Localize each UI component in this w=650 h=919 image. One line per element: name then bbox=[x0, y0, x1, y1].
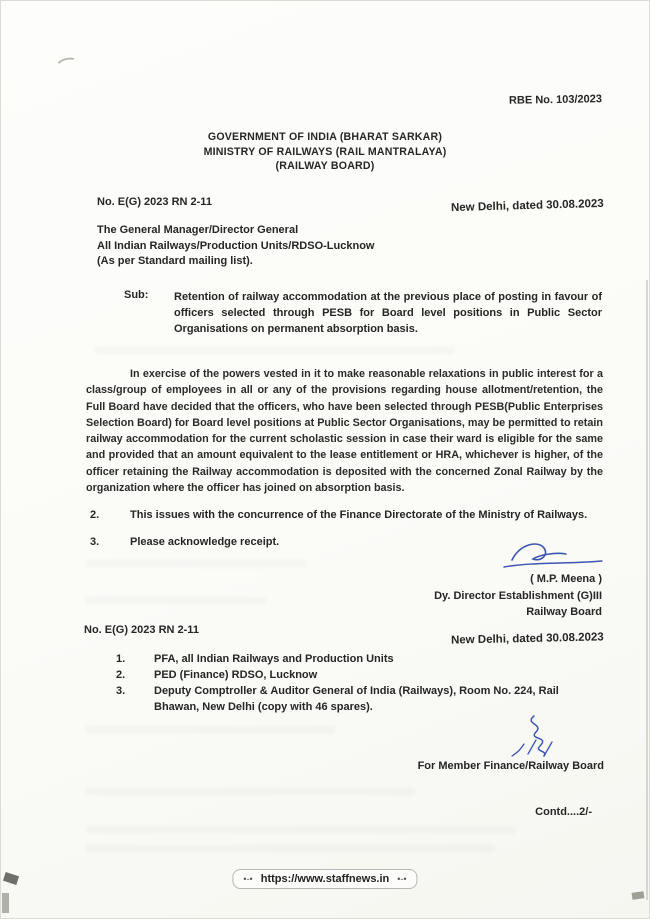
body-paragraph-1: In exercise of the powers vested in it to make reasonable relaxations in public interest for a class/group of employees in all or any of the provisions regarding house allotment/retention, the Full Board have decided that the officers, who have been selected through PESB(Public Enterprises Selection Board) for Board level positions at Public Sector Organisations, may be permitted to retain railway accommodation for the current scholastic session in case their ward is eligible for the same and provided that an amount equivalent to the lease entitlement or HRA, whichever is higher, of the officer retaining the Railway accommodation is deposited with the concerned Zonal Railway by the organization where the officer has joined on absorption basis. bbox=[86, 368, 603, 495]
subject-block bbox=[124, 289, 602, 337]
signatory-block bbox=[434, 571, 602, 621]
org-header-line-2: MINISTRY OF RAILWAYS (RAIL MANTRALAYA) bbox=[203, 145, 447, 158]
copy-item-text: PFA, all Indian Railways and Production Units bbox=[154, 653, 394, 665]
addressee-line-2: All Indian Railways/Production Units/RDSO-Lucknow bbox=[97, 239, 375, 252]
reference-number-2: No. E(G) 2023 RN 2-11 bbox=[84, 624, 199, 636]
reference-number: No. E(G) 2023 RN 2-11 bbox=[97, 196, 212, 208]
signature-date-stroke bbox=[544, 742, 552, 756]
paragraph-3-text: Please acknowledge receipt. bbox=[130, 536, 280, 548]
signature-stroke bbox=[512, 544, 566, 560]
signature-ink-1 bbox=[498, 538, 608, 574]
signature-underline bbox=[504, 561, 602, 567]
bleed-through-line bbox=[86, 788, 416, 795]
paragraph-2-text: This issues with the concurrence of the Finance Directorate of the Ministry of Railways. bbox=[130, 509, 588, 521]
bleed-through-line bbox=[86, 597, 266, 604]
footer-left-mark: •-• bbox=[243, 874, 253, 884]
date-line-2: New Delhi, dated 30.08.2023 bbox=[451, 631, 605, 647]
scan-corner-mark bbox=[2, 893, 9, 913]
footer-url-link[interactable]: https://www.staffnews.in bbox=[260, 873, 390, 885]
paragraph-3-number: 3. bbox=[90, 536, 100, 548]
date-line: New Delhi, dated 30.08.2023 bbox=[451, 197, 605, 215]
signatory-designation: Dy. Director Establishment (G)III bbox=[434, 589, 602, 602]
copy-item-text: PED (Finance) RDSO, Lucknow bbox=[154, 669, 318, 681]
subject-text: Retention of railway accommodation at the previous place of posting in favour of officers selected through PESB for Board level positions in Public Sector Organisations on permanent absorption basis. bbox=[174, 291, 602, 335]
addressee-line-1: The General Manager/Director General bbox=[97, 224, 299, 236]
bleed-through-line bbox=[95, 347, 455, 354]
scan-edge-shadow bbox=[646, 280, 648, 900]
scan-corner-mark bbox=[3, 872, 19, 885]
copy-list-item bbox=[116, 667, 602, 683]
footer-url-box bbox=[232, 869, 417, 889]
for-member-line: For Member Finance/Railway Board bbox=[417, 760, 604, 772]
signature-stroke bbox=[531, 716, 545, 756]
copy-item-number: 3. bbox=[116, 685, 126, 697]
signature-date-stroke bbox=[512, 744, 524, 756]
continuation-note: Contd....2/- bbox=[535, 806, 592, 818]
bleed-through-line bbox=[86, 845, 496, 852]
paragraph-2-number: 2. bbox=[90, 509, 100, 521]
signature-date-stroke bbox=[528, 740, 536, 754]
copy-item-number: 2. bbox=[116, 669, 126, 681]
signatory-organisation: Railway Board bbox=[526, 606, 602, 618]
bleed-through-line bbox=[86, 560, 306, 567]
addressee-block bbox=[97, 223, 374, 270]
signatory-name: ( M.P. Meena ) bbox=[530, 573, 602, 585]
copy-list bbox=[116, 651, 602, 715]
subject-label: Sub: bbox=[124, 289, 149, 301]
bleed-through-line bbox=[86, 726, 336, 733]
addressee-line-3: (As per Standard mailing list). bbox=[97, 255, 253, 267]
scan-corner-mark bbox=[632, 891, 645, 900]
copy-item-number: 1. bbox=[116, 653, 126, 665]
rbe-number: RBE No. 103/2023 bbox=[508, 93, 603, 107]
copy-item-text: Deputy Comptroller & Auditor General of India (Railways), Room No. 224, Rail Bhawan, New Delhi (copy with 46 spares). bbox=[154, 685, 559, 713]
bleed-through-line bbox=[86, 826, 516, 833]
org-header-line-1: GOVERNMENT OF INDIA (BHARAT SARKAR) bbox=[207, 131, 443, 143]
scan-artifact-arc bbox=[55, 55, 80, 73]
org-header bbox=[0, 130, 650, 174]
signature-ink-2 bbox=[500, 710, 580, 766]
org-header-line-3: (RAILWAY BOARD) bbox=[275, 160, 375, 172]
copy-list-item bbox=[116, 651, 602, 667]
footer-right-mark: •-• bbox=[397, 874, 407, 884]
